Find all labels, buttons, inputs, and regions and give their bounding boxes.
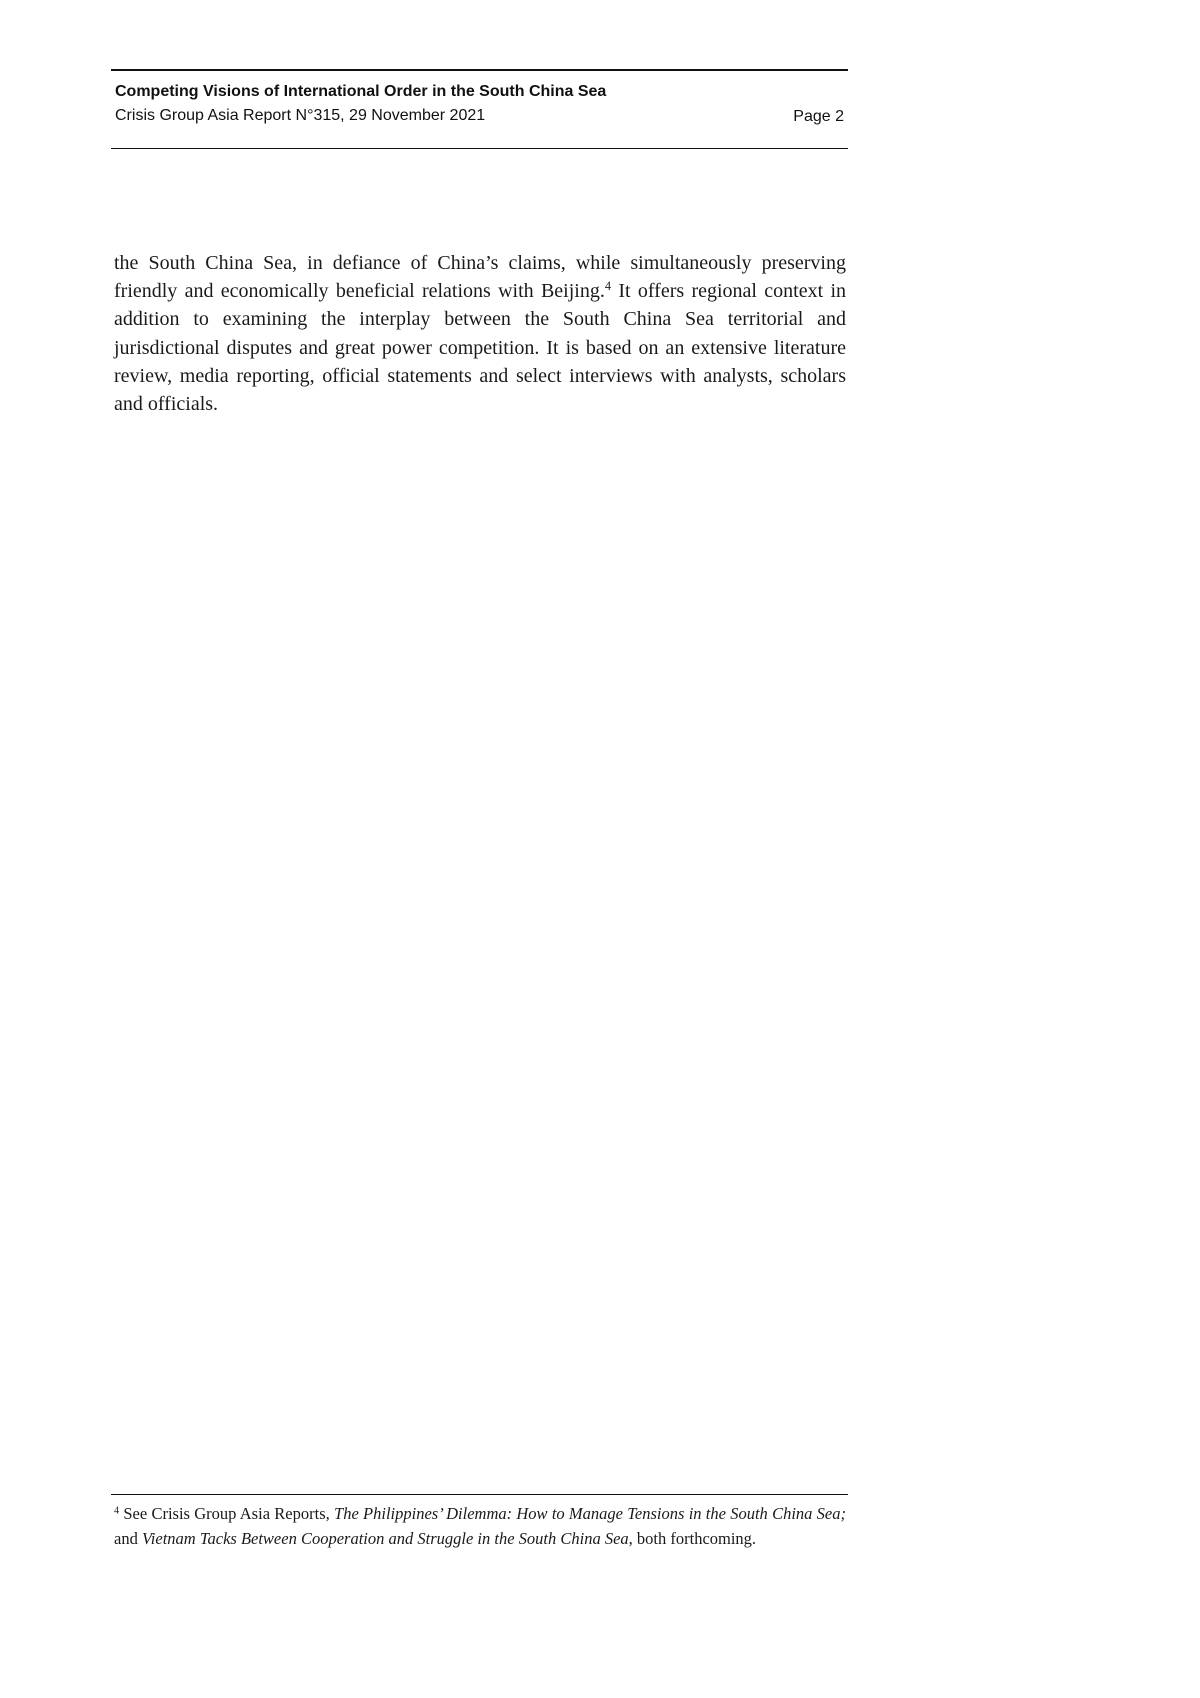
body-paragraph [114,249,846,418]
body-text-part-1: the South China Sea, in defiance of China’s claims, while simultaneously preserving friendly and economically beneficial relations with Beijing. [114,252,846,303]
footnote-report-title-2: Vietnam Tacks Between Cooperation and Struggle in the South China Sea [141,1528,629,1548]
page-number: Page 2 [793,108,844,125]
footnote-report-title-1: The Philippines’ Dilemma: How to Manage Tensions in the South China Sea; [334,1504,846,1523]
footnote-divider [111,1494,848,1495]
footnote-reference[interactable]: 4 [604,279,612,294]
footnote-lead: See Crisis Group Asia Reports, [119,1504,335,1523]
footnote-number: 4 [114,1505,120,1517]
footnote-tail: , both forthcoming. [628,1528,757,1548]
running-header [111,69,848,149]
report-citation: Crisis Group Asia Report N°315, 29 November 2021 [115,107,486,124]
footnote [114,1502,846,1551]
body-text-part-2: It offers regional context in addition to examining the interplay between the South China Sea territorial and jurisdictional disputes and great power competition. It is based on an extensive literature review, media reporting, official statements and select interviews with analysts, scholars and officials. [114,280,846,416]
footnote-between: and [114,1528,142,1548]
report-title: Competing Visions of International Order in the South China Sea [115,83,607,100]
